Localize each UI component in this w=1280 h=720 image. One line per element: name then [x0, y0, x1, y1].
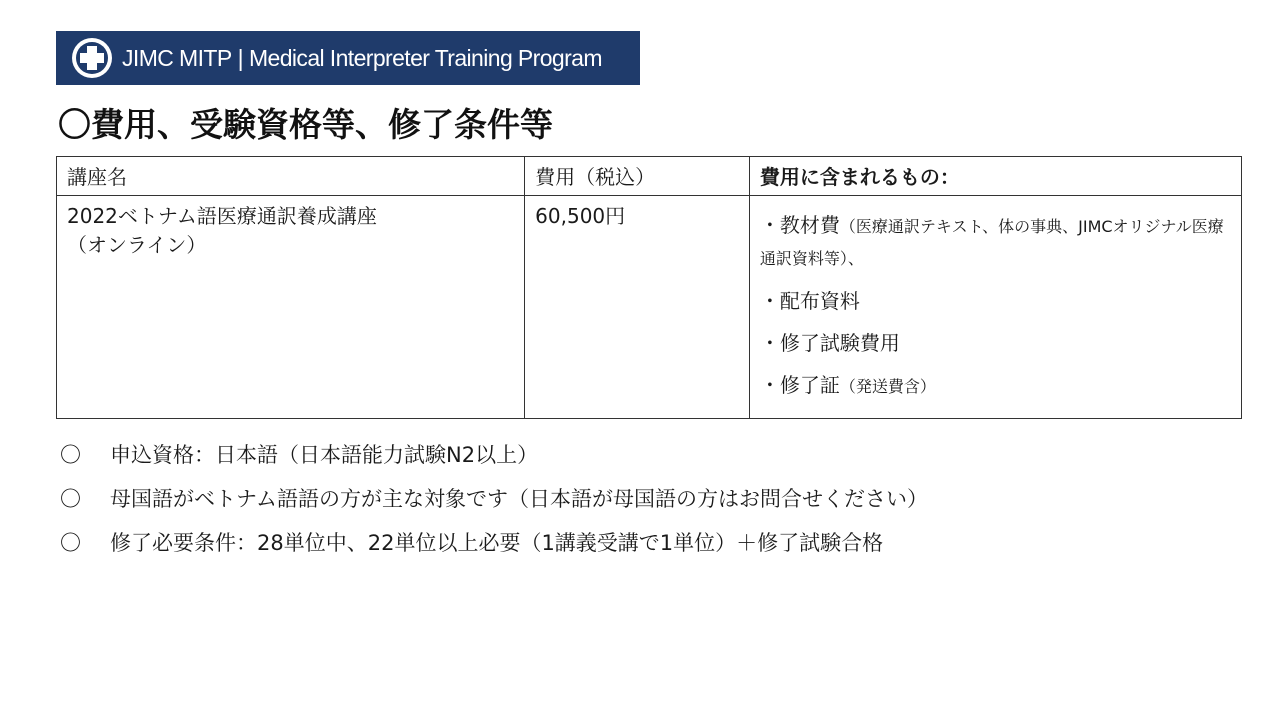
course-name-cell [57, 196, 525, 419]
note-text: 申込資格：日本語（日本語能力試験N2以上） [110, 443, 539, 467]
note-text: 修了必要条件：28単位中、22単位以上必要（1講義受講で1単位）＋修了試験合格 [110, 531, 884, 555]
banner-program: Medical Interpreter Training Program [248, 44, 602, 71]
course-name: 2022ベトナム語医療通訳養成講座 [67, 204, 377, 228]
include-item-main: ・修了証 [759, 373, 840, 397]
includes-cell [749, 196, 1241, 419]
table-header-row [57, 157, 1242, 196]
banner-brand: JIMC MITP [122, 44, 232, 71]
include-item-note: （医療通訳テキスト、体の事典、JIMCオリジナル医療通訳資料等）、 [759, 217, 1224, 268]
banner-title [122, 45, 602, 72]
list-item [60, 484, 928, 528]
include-item-note: （発送費含） [839, 377, 936, 396]
include-item-main: ・配布資料 [759, 289, 860, 313]
list-item [760, 328, 1231, 358]
includes-list [760, 210, 1231, 402]
banner-separator: | [237, 44, 243, 71]
include-item-main: ・教材費 [759, 213, 840, 237]
medical-cross-logo-icon [72, 38, 112, 78]
course-format: （オンライン） [67, 233, 207, 257]
fee-table [56, 156, 1242, 419]
include-item-main: ・修了試験費用 [759, 331, 900, 355]
list-item [760, 286, 1231, 316]
fee-cell: 60,500円 [525, 196, 750, 419]
circle-bullet: 〇 [60, 531, 81, 555]
page-title: 〇費用、受験資格等、修了条件等 [58, 105, 553, 144]
header-course-name: 講座名 [57, 157, 525, 196]
header-fee: 費用（税込） [525, 157, 750, 196]
circle-bullet: 〇 [60, 487, 81, 511]
circle-bullet: 〇 [60, 443, 81, 467]
note-text: 母国語がベトナム語語の方が主な対象です（日本語が母国語の方はお問合せください） [110, 487, 928, 511]
conditions-list [60, 440, 928, 572]
program-banner [56, 31, 640, 85]
list-item [760, 210, 1231, 274]
header-includes: 費用に含まれるもの： [749, 157, 1241, 196]
list-item [60, 440, 928, 484]
list-item [760, 370, 1231, 402]
table-row [57, 196, 1242, 419]
list-item [60, 528, 928, 572]
